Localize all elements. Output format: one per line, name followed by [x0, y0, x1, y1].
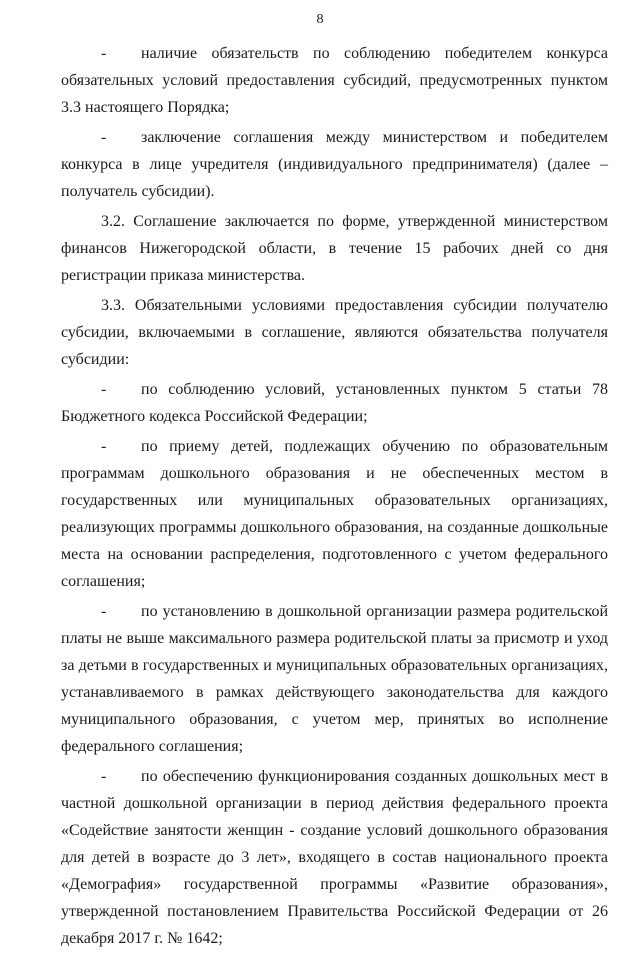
paragraph-text: 3.3. Обязательными условиями предоставления субсидии получателю субсидии, включаемыми в соглашение, являются обязательства получателя субсидии: — [61, 297, 608, 368]
paragraph-3 — [61, 208, 608, 289]
paragraph-1 — [61, 40, 608, 121]
paragraph-6 — [61, 433, 608, 595]
paragraph-text: по установлению в дошкольной организации размера родительской платы не выше максимального размера родительской платы за присмотр и уход за детьми в государственных и муниципальных образовательных организациях, устанавливаемого в рамках действующего законодательства для каждого муниципального образования, с учетом мер, принятых во исполнение федерального соглашения; — [61, 603, 608, 755]
paragraph-2 — [61, 124, 608, 205]
paragraph-text: по соблюдению условий, установленных пунктом 5 статьи 78 Бюджетного кодекса Российской Федерации; — [61, 381, 608, 425]
paragraph-7 — [61, 598, 608, 760]
list-dash: - — [101, 603, 107, 620]
paragraph-text: 3.2. Соглашение заключается по форме, утвержденной министерством финансов Нижегородской области, в течение 15 рабочих дней со дня регистрации приказа министерства. — [61, 213, 608, 284]
list-dash: - — [101, 381, 107, 398]
list-dash: - — [101, 768, 107, 785]
paragraph-8 — [61, 763, 608, 952]
paragraph-text: заключение соглашения между министерством и победителем конкурса в лице учредителя (индивидуального предпринимателя) (далее – получатель субсидии). — [61, 129, 608, 200]
list-dash: - — [101, 129, 107, 146]
document-body — [61, 40, 608, 955]
paragraph-text: наличие обязательств по соблюдению победителем конкурса обязательных условий предоставления субсидий, предусмотренных пунктом 3.3 настоящего Порядка; — [61, 45, 608, 116]
list-dash: - — [101, 438, 107, 455]
paragraph-text: по приему детей, подлежащих обучению по образовательным программам дошкольного образования и не обеспеченных местом в государственных или муниципальных образовательных организациях, реализующих программы дошкольного образования, на созданные дошкольные места на основании распределения, подготовленного с учетом федерального соглашения; — [61, 438, 608, 590]
page-number: 8 — [316, 12, 324, 27]
paragraph-5 — [61, 376, 608, 430]
list-dash: - — [101, 45, 107, 62]
paragraph-4 — [61, 292, 608, 373]
paragraph-text: по обеспечению функционирования созданных дошкольных мест в частной дошкольной организации в период действия федерального проекта «Содействие занятости женщин - создание условий дошкольного образования для детей в возрасте до 3 лет», входящего в состав национального проекта «Демография» государственной программы «Развитие образования», утвержденной постановлением Правительства Российской Федерации от 26 декабря 2017 г. № 1642; — [61, 768, 608, 947]
